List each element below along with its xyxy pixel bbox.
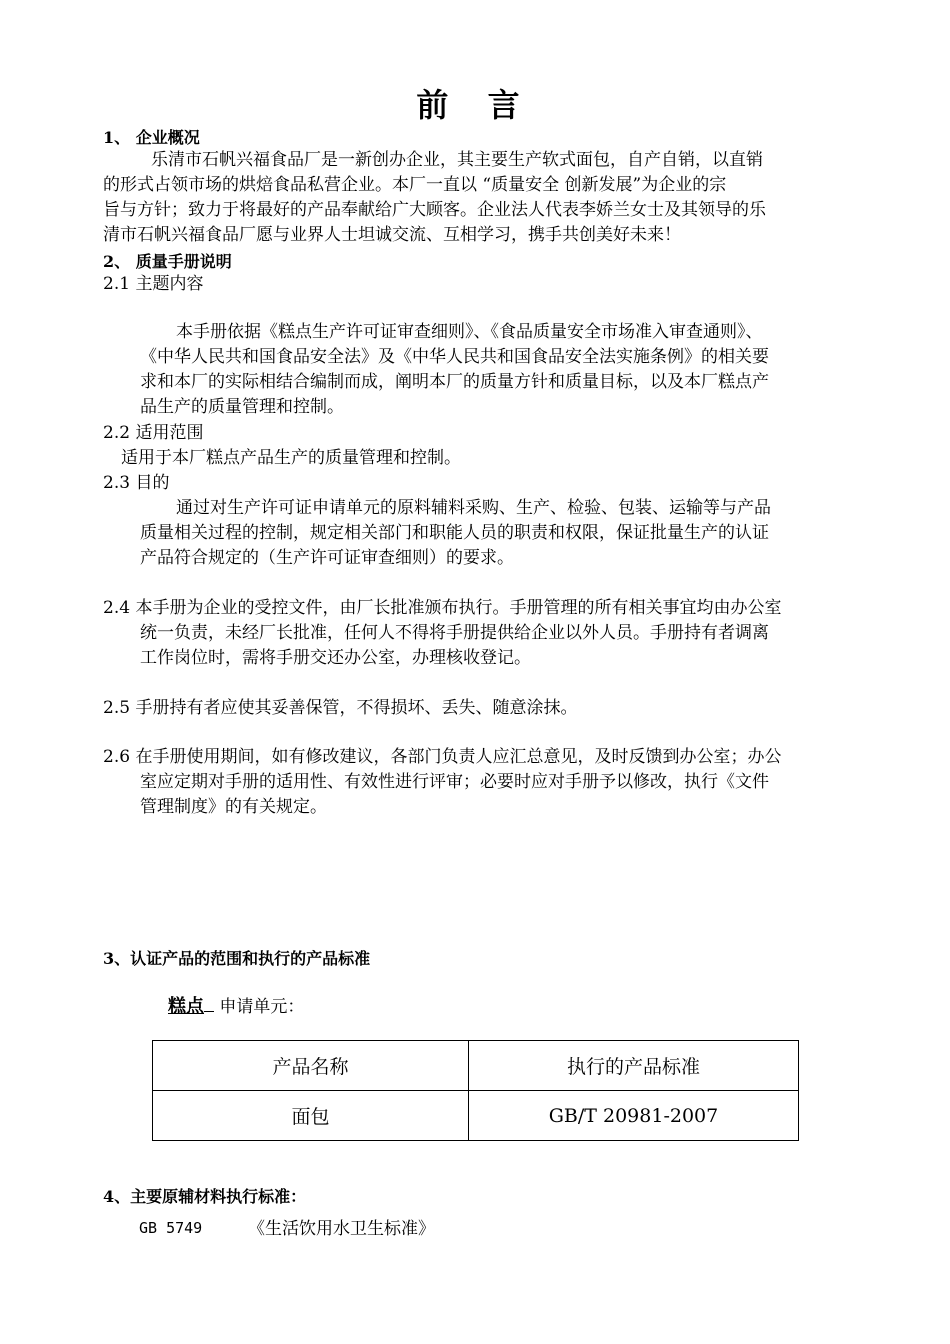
section2-3-label: 2.3 目的 [103, 473, 170, 493]
section2-6-line: 2.6 在手册使用期间，如有修改建议，各部门负责人应汇总意见，及时反馈到办公室；办公 [103, 747, 782, 767]
section2-6-line: 管理制度》的有关规定。 [140, 797, 327, 817]
section1-line: 的形式占领市场的烘焙食品私营企业。本厂一直以 “质量安全 创新发展”为企业的宗 [103, 175, 727, 195]
table-header-cell: 产品名称 [153, 1041, 469, 1091]
table-header-cell: 执行的产品标准 [469, 1041, 799, 1091]
section2-1-line: 《中华人民共和国食品安全法》及《中华人民共和国食品安全法实施条例》的相关要 [140, 347, 769, 367]
section1-line: 旨与方针；致力于将最好的产品奉献给广大顾客。企业法人代表李娇兰女士及其领导的乐 [103, 200, 766, 220]
page-title: 前 言 [416, 86, 534, 124]
section2-1-line: 本手册依据《糕点生产许可证审查细则》、《食品质量安全市场准入审查通则》、 [176, 322, 763, 342]
section2-4-line: 工作岗位时，需将手册交还办公室，办理核收登记。 [140, 648, 531, 668]
section1-line: 乐清市石帆兴福食品厂是一新创办企业，其主要生产软式面包，自产自销，以直销 [151, 150, 763, 170]
section2-3-line: 质量相关过程的控制，规定相关部门和职能人员的职责和权限，保证批量生产的认证 [140, 523, 769, 543]
section1-paragraph [103, 148, 766, 248]
section2-5-text: 2.5 手册持有者应使其妥善保管，不得损坏、丢失、随意涂抹。 [103, 698, 578, 718]
section2-4-line: 统一负责，未经厂长批准，任何人不得将手册提供给企业以外人员。手册持有者调离 [140, 623, 769, 643]
section2-1-label: 2.1 主题内容 [103, 274, 204, 294]
section1-heading: 1、 企业概况 [103, 128, 200, 147]
unit-name: 糕点 [168, 996, 204, 1017]
table-header-row [153, 1041, 799, 1091]
section2-2-text: 适用于本厂糕点产品生产的质量管理和控制。 [121, 448, 461, 468]
table-row [153, 1091, 799, 1141]
section2-4-line: 2.4 本手册为企业的受控文件，由厂长批准颁布执行。手册管理的所有相关事宜均由办公室 [103, 598, 782, 618]
product-standard-table [152, 1040, 799, 1141]
application-unit [168, 992, 304, 1018]
section2-3-line: 通过对生产许可证申请单元的原料辅料采购、生产、检验、包装、运输等与产品 [176, 498, 771, 518]
section2-3-line: 产品符合规定的（生产许可证审查细则）的要求。 [140, 548, 514, 568]
section3-heading: 3、认证产品的范围和执行的产品标准 [103, 949, 371, 968]
standard-code: GB 5749 [139, 1219, 203, 1237]
section2-4-paragraph [103, 596, 781, 671]
section4-heading: 4、主要原辅材料执行标准： [103, 1187, 307, 1206]
section2-1-line: 品生产的质量管理和控制。 [140, 397, 344, 417]
table-cell: 面包 [153, 1091, 469, 1141]
section2-6-paragraph [103, 745, 781, 820]
section2-heading: 2、 质量手册说明 [103, 252, 232, 271]
section2-6-line: 室应定期对手册的适用性、有效性进行评审；必要时应对手册予以修改，执行《文件 [140, 772, 769, 792]
unit-label: 申请单元： [219, 997, 305, 1017]
section2-1-line: 求和本厂的实际相结合编制而成，阐明本厂的质量方针和质量目标，以及本厂糕点产 [140, 372, 769, 392]
section2-3-paragraph [140, 496, 771, 571]
section2-1-paragraph [140, 320, 769, 420]
section2-2-label: 2.2 适用范围 [103, 423, 204, 443]
table-cell: GB/T 20981-2007 [469, 1091, 799, 1141]
standard-name: 《生活饮用水卫生标准》 [248, 1219, 435, 1239]
section1-line: 清市石帆兴福食品厂愿与业界人士坦诚交流、互相学习，携手共创美好未来！ [103, 225, 681, 245]
